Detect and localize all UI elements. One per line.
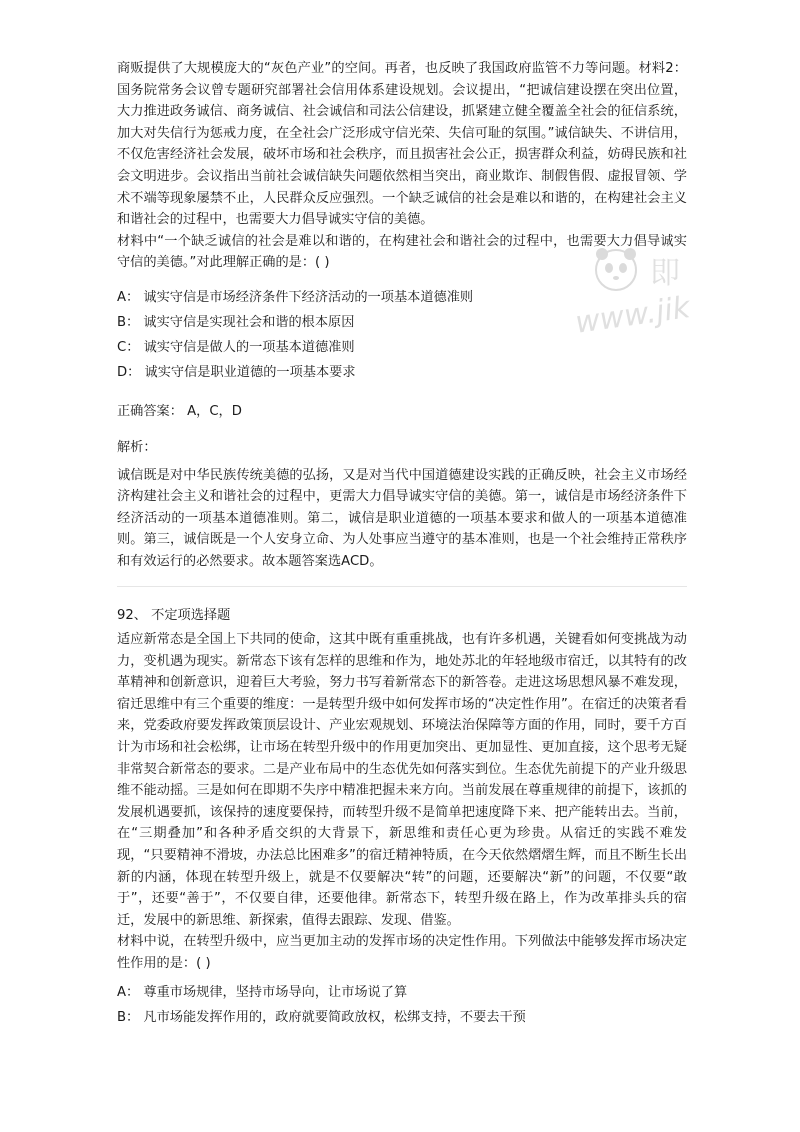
watermark-url: www.jik xyxy=(573,290,693,341)
watermark-brand: 即 xyxy=(650,256,680,291)
option-a: A： 尊重市场规律，坚持市场导向，让市场说了算 xyxy=(117,984,408,1000)
analysis-text: 诚信既是对中华民族传统美德的弘扬，又是对当代中国道德建设实践的正确反映，社会主义市场经济构建社会主义和谐社会的过程中，更需大力倡导诚实守信的美德。第一，诚信是市场经济条件下经济活动的一项基本道德准则。第二，诚信是职业道德的一项基本要求和做人的一项基本道德准则。第三，诚信既是一个人安身立命、为人处事应当遵守的基本准则，也是一个社会维持正常秩序和有效运行的必然要求。故本题答案选ACD。 xyxy=(117,467,687,569)
document-page xyxy=(117,58,687,1032)
question-header: 92、 不定项选择题 xyxy=(117,608,231,624)
option-b: B： 诚实守信是实现社会和谐的根本原因 xyxy=(117,315,355,331)
option-b: B： 凡市场能发挥作用的，政府就要简政放权，松绑支持，不要去干预 xyxy=(117,1009,526,1025)
option-d: D： 诚实守信是职业道德的一项基本要求 xyxy=(117,365,356,381)
question-stem: 材料中“一个缺乏诚信的社会是难以和谐的，在构建社会和谐社会的过程中，也需要大力倡导诚实守信的美德。”对此理解正确的是：( ) xyxy=(117,233,687,271)
section-divider xyxy=(117,586,687,587)
question-91 xyxy=(117,58,687,572)
option-c: C： 诚实守信是做人的一项基本道德准则 xyxy=(117,340,355,356)
option-a: A： 诚实守信是市场经济条件下经济活动的一项基本道德准则 xyxy=(117,289,474,305)
options-list xyxy=(117,982,687,1029)
options-list xyxy=(117,287,687,384)
analysis-label: 解析： xyxy=(117,439,157,455)
correct-answer: 正确答案： A，C，D xyxy=(117,404,242,420)
material-text: 适应新常态是全国上下共同的使命，这其中既有重重挑战，也有许多机遇，关键看如何变挑战为动力，变机遇为现实。新常态下该有怎样的思维和作为，地处苏北的年轻地级市宿迁，以其特有的改革精神和创新意识，迎着巨大考验，努力书写着新常态下的新答卷。走进这场思想风暴不难发现，宿迁思维中有三个重要的维度：一是转型升级中如何发挥市场的“决定性作用”。在宿迁的决策者看来，党委政府要发挥政策顶层设计、产业宏观规划、环境法治保障等方面的作用，同时，要千方百计为市场和社会松绑，让市场在转型升级中的作用更加突出、更加显性、更加直接，这个思考无疑非常契合新常态的要求。二是产业布局中的生态优先如何落实到位。生态优先前提下的产业升级思维不能动摇。三是如何在即期不失序中精准把握未来方向。当前发展在尊重规律的前提下，该抓的发展机遇要抓，该保持的速度要保持，而转型升级不是简单把速度降下来、把产能转出去。当前，在“三期叠加”和各种矛盾交织的大背景下，新思维和责任心更为珍贵。从宿迁的实践不难发现，“只要精神不滑坡，办法总比困难多”的宿迁精神特质，在今天依然熠熠生辉，而且不断生长出新的内涵，体现在转型升级上，就是不仅要解决“转”的问题，还要解决“新”的问题，不仅要“敢于”，还要“善于”，不仅要自律，还要他律。新常态下，转型升级在路上，作为改革排头兵的宿迁，发展中的新思维、新探索，值得去跟踪、发现、借鉴。 xyxy=(117,632,687,928)
material-text: 商贩提供了大规模庞大的“灰色产业”的空间。再者，也反映了我国政府监管不力等问题。材料2：国务院常务会议曾专题研究部署社会信用体系建设规划。会议提出，“把诚信建设摆在突出位置，大力推进政务诚信、商务诚信、社会诚信和司法公信建设，抓紧建立健全覆盖全社会的征信系统，加大对失信行为惩戒力度，在全社会广泛形成守信光荣、失信可耻的氛围。”诚信缺失、不讲信用，不仅危害经济社会发展，破坏市场和社会秩序，而且损害社会公正，损害群众利益，妨碍民族和社会文明进步。会议指出当前社会诚信缺失问题依然相当突出，商业欺诈、制假售假、虚报冒领、学术不端等现象屡禁不止，人民群众反应强烈。一个缺乏诚信的社会是难以和谐的，在构建社会主义和谐社会的过程中，也需要大力倡导诚实守信的美德。 xyxy=(117,61,687,228)
question-92 xyxy=(117,605,687,1028)
question-stem: 材料中说，在转型升级中，应当更加主动的发挥市场的决定性作用。下列做法中能够发挥市场决定性作用的是：( ) xyxy=(117,934,687,971)
